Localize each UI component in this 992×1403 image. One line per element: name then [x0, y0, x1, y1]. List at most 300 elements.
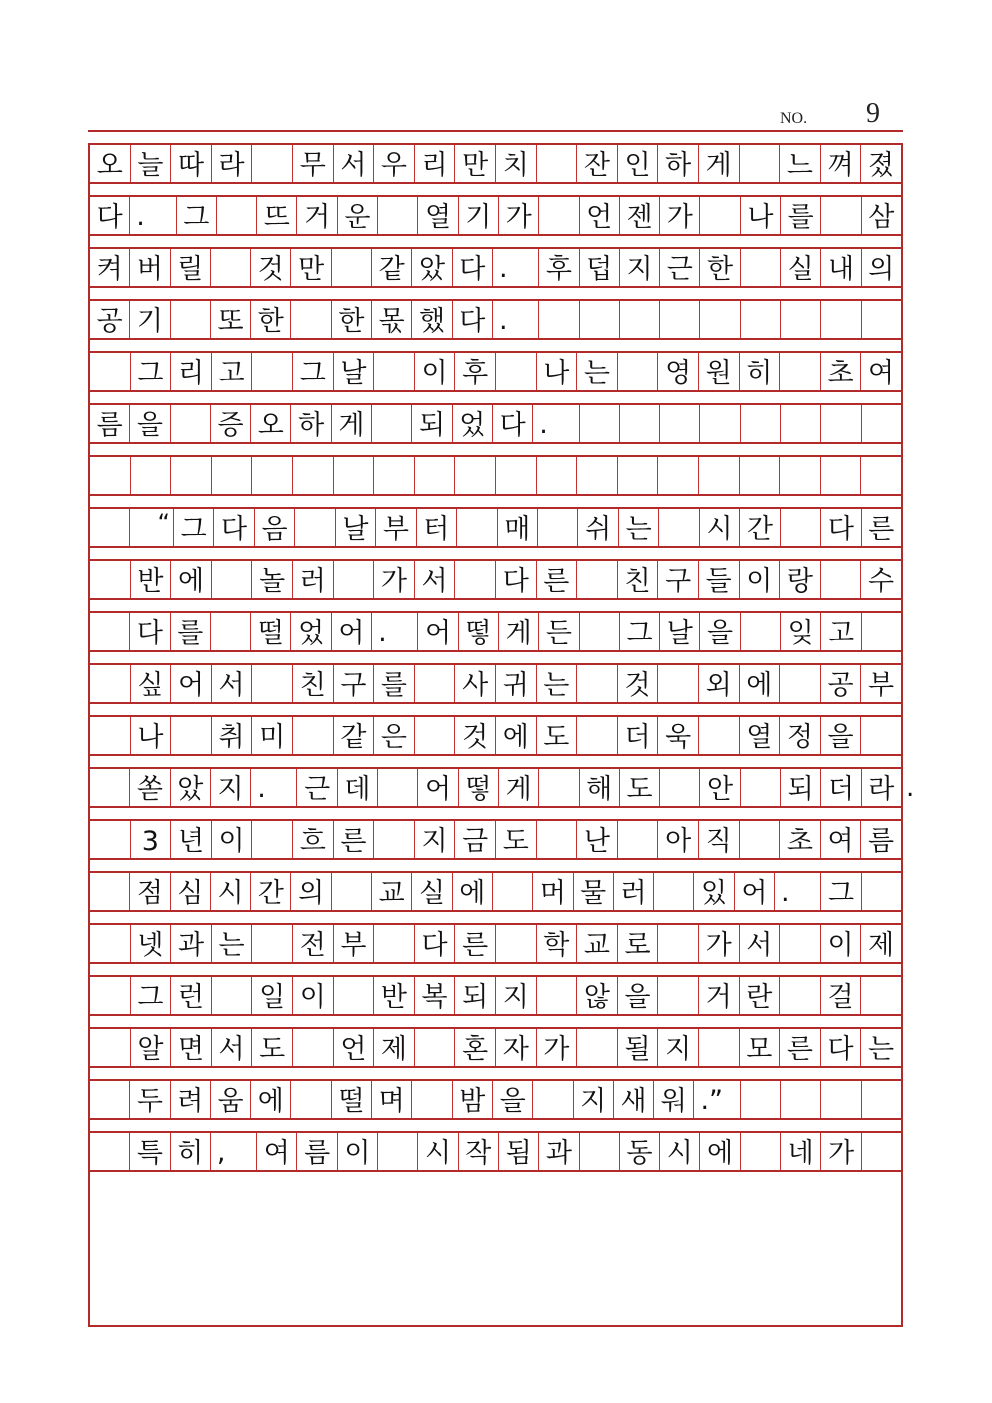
- manuscript-cell: 자: [495, 1029, 536, 1066]
- manuscript-cell: 운: [337, 197, 377, 234]
- manuscript-cell: [657, 977, 698, 1014]
- manuscript-cell: 았: [411, 249, 451, 286]
- manuscript-cell: 게: [331, 405, 371, 442]
- manuscript-cell: [170, 301, 210, 338]
- manuscript-cell: [820, 457, 861, 494]
- manuscript-cell: 언: [579, 197, 619, 234]
- manuscript-cell: 었: [452, 405, 492, 442]
- manuscript-cell: [657, 457, 698, 494]
- manuscript-cell: 지: [573, 1081, 613, 1118]
- manuscript-cell: 란: [739, 977, 780, 1014]
- manuscript-row: [88, 923, 903, 964]
- manuscript-row: [88, 1131, 903, 1172]
- manuscript-cell: 버: [129, 249, 169, 286]
- manuscript-row: [88, 403, 903, 444]
- manuscript-cell: “: [129, 509, 172, 546]
- manuscript-cell: 심: [170, 873, 210, 910]
- manuscript-cell: [779, 353, 820, 390]
- manuscript-cell: 여: [256, 1133, 296, 1170]
- manuscript-cell: 후: [454, 353, 495, 390]
- manuscript-cell: [860, 977, 903, 1014]
- manuscript-cell: 랑: [779, 561, 820, 598]
- manuscript-cell: 더: [820, 769, 860, 806]
- manuscript-cell: 는: [211, 925, 252, 962]
- manuscript-cell: 복: [414, 977, 455, 1014]
- manuscript-cell: [740, 249, 780, 286]
- manuscript-cell: 을: [820, 717, 861, 754]
- manuscript-cell: [740, 613, 780, 650]
- manuscript-cell: 그: [619, 613, 659, 650]
- manuscript-cell: 무: [292, 145, 333, 182]
- manuscript-cell: 오: [250, 405, 290, 442]
- manuscript-cell: 다: [820, 509, 860, 546]
- manuscript-cell: 간: [250, 873, 290, 910]
- manuscript-cell: 열: [739, 717, 780, 754]
- manuscript-cell: [659, 301, 699, 338]
- manuscript-cell: 공: [820, 665, 861, 702]
- manuscript-cell: 떨: [250, 613, 290, 650]
- manuscript-cell: [536, 145, 577, 182]
- manuscript-cell: 지: [414, 821, 455, 858]
- manuscript-cell: [617, 821, 658, 858]
- manuscript-cell: [130, 457, 171, 494]
- manuscript-cell: 구: [657, 561, 698, 598]
- manuscript-cell: 른: [779, 1029, 820, 1066]
- manuscript-cell: 른: [861, 509, 903, 546]
- manuscript-cell: 욱: [657, 717, 698, 754]
- manuscript-cell: 교: [371, 873, 411, 910]
- manuscript-cell: 3: [130, 821, 171, 858]
- manuscript-cell: [292, 1029, 333, 1066]
- manuscript-cell: 리: [170, 353, 211, 390]
- manuscript-cell: 물: [573, 873, 613, 910]
- manuscript-cell: [538, 769, 578, 806]
- manuscript-cell: [88, 873, 129, 910]
- manuscript-cell: 잔: [576, 145, 617, 182]
- manuscript-cell: 해: [579, 769, 619, 806]
- manuscript-cell: [492, 873, 532, 910]
- manuscript-cell: 껴: [820, 145, 861, 182]
- manuscript-cell: [456, 509, 496, 546]
- manuscript-cell: [576, 457, 617, 494]
- manuscript-cell: [333, 561, 374, 598]
- manuscript-cell: 며: [371, 1081, 411, 1118]
- manuscript-cell: [88, 925, 130, 962]
- manuscript-cell: 른: [333, 821, 374, 858]
- manuscript-cell: [861, 301, 903, 338]
- manuscript-cell: 느: [779, 145, 820, 182]
- manuscript-cell: 날: [333, 353, 374, 390]
- manuscript-cell: 시: [699, 509, 739, 546]
- manuscript-cell: 지: [210, 769, 250, 806]
- manuscript-cell: 에: [495, 717, 536, 754]
- manuscript-cell: 떻: [458, 613, 498, 650]
- manuscript-cell: 우: [373, 145, 414, 182]
- manuscript-cell: [373, 821, 414, 858]
- manuscript-cell: [377, 769, 417, 806]
- manuscript-cell: 직: [698, 821, 739, 858]
- manuscript-cell: 리: [414, 145, 455, 182]
- manuscript-cell: 이: [739, 561, 780, 598]
- manuscript-cell: 친: [292, 665, 333, 702]
- manuscript-cell: 의: [290, 873, 330, 910]
- manuscript-cell: 거: [296, 197, 336, 234]
- manuscript-cell: [373, 457, 414, 494]
- manuscript-cell: ,: [210, 1133, 256, 1170]
- manuscript-cell: [333, 457, 374, 494]
- manuscript-cell: 미: [251, 717, 292, 754]
- manuscript-cell: [88, 821, 130, 858]
- manuscript-cell: 일: [251, 977, 292, 1014]
- manuscript-cell: [211, 561, 252, 598]
- manuscript-cell: 서: [414, 561, 455, 598]
- manuscript-cell: 를: [780, 197, 820, 234]
- manuscript-cell: 은: [373, 717, 414, 754]
- manuscript-cell: 부: [375, 509, 415, 546]
- manuscript-cell: 점: [129, 873, 169, 910]
- manuscript-cell: [88, 1133, 129, 1170]
- manuscript-cell: [536, 821, 577, 858]
- manuscript-cell: [659, 405, 699, 442]
- manuscript-cell: [739, 821, 780, 858]
- manuscript-cell: [657, 665, 698, 702]
- manuscript-cell: 되: [780, 769, 820, 806]
- manuscript-cell: 도: [495, 821, 536, 858]
- manuscript-cell: [576, 665, 617, 702]
- manuscript-cell: 특: [129, 1133, 169, 1170]
- manuscript-cell: 친: [617, 561, 658, 598]
- manuscript-cell: 다: [213, 509, 253, 546]
- manuscript-cell: 그: [130, 353, 171, 390]
- manuscript-cell: [211, 457, 252, 494]
- manuscript-cell: 고: [820, 613, 860, 650]
- manuscript-cell: [579, 613, 619, 650]
- manuscript-cell: 같: [333, 717, 374, 754]
- manuscript-cell: [861, 405, 903, 442]
- manuscript-cell: 덥: [579, 249, 619, 286]
- manuscript-cell: [331, 873, 371, 910]
- manuscript-cell: 도: [251, 1029, 292, 1066]
- manuscript-cell: 가: [373, 561, 414, 598]
- manuscript-cell: .: [129, 197, 175, 234]
- manuscript-row: [88, 455, 903, 496]
- manuscript-cell: [860, 457, 903, 494]
- manuscript-cell: [251, 457, 292, 494]
- manuscript-cell: 들: [698, 561, 739, 598]
- manuscript-cell: 실: [411, 873, 451, 910]
- manuscript-row: [88, 507, 903, 548]
- manuscript-cell: 만: [454, 145, 495, 182]
- manuscript-cell: [88, 1029, 130, 1066]
- manuscript-cell: 떻: [458, 769, 498, 806]
- manuscript-cell: [88, 977, 130, 1014]
- manuscript-cell: 또: [210, 301, 250, 338]
- manuscript-cell: [699, 301, 739, 338]
- manuscript-cell: 외: [698, 665, 739, 702]
- manuscript-cell: 그: [820, 873, 860, 910]
- manuscript-cell: 젠: [619, 197, 659, 234]
- manuscript-cell: 될: [617, 1029, 658, 1066]
- manuscript-cell: 것: [250, 249, 290, 286]
- manuscript-cell: 열: [417, 197, 457, 234]
- page-number-label: NO.: [780, 110, 808, 127]
- manuscript-cell: 언: [333, 1029, 374, 1066]
- manuscript-cell: [740, 1081, 780, 1118]
- manuscript-cell: 후: [538, 249, 578, 286]
- manuscript-cell: 반: [130, 561, 171, 598]
- manuscript-cell: 이: [414, 353, 455, 390]
- manuscript-cell: [860, 717, 903, 754]
- manuscript-cell: 서: [211, 1029, 252, 1066]
- manuscript-cell: [88, 665, 130, 702]
- manuscript-cell: 시: [210, 873, 250, 910]
- manuscript-cell: [251, 353, 292, 390]
- manuscript-cell: 려: [170, 1081, 210, 1118]
- manuscript-cell: [536, 457, 577, 494]
- manuscript-cell: 그: [176, 197, 216, 234]
- manuscript-cell: [414, 665, 455, 702]
- manuscript-cell: [619, 301, 659, 338]
- manuscript-cell: 는: [576, 353, 617, 390]
- manuscript-cell: 어: [417, 769, 457, 806]
- manuscript-cell: 나: [740, 197, 780, 234]
- manuscript-cell: 을: [699, 613, 739, 650]
- manuscript-cell: 금: [454, 821, 495, 858]
- manuscript-cell: 것: [617, 665, 658, 702]
- manuscript-cell: 서: [211, 665, 252, 702]
- manuscript-cell: 거: [698, 977, 739, 1014]
- manuscript-cell: 그: [130, 977, 171, 1014]
- manuscript-cell: [88, 613, 129, 650]
- manuscript-cell: 머: [532, 873, 572, 910]
- manuscript-cell: [699, 197, 739, 234]
- manuscript-cell: [780, 1081, 820, 1118]
- manuscript-cell: 제: [373, 1029, 414, 1066]
- manuscript-cell: 는: [618, 509, 658, 546]
- manuscript-cell: 러: [292, 561, 333, 598]
- manuscript-cell: 가: [659, 197, 699, 234]
- manuscript-row: [88, 663, 903, 704]
- manuscript-cell: [619, 405, 659, 442]
- manuscript-row: [88, 351, 903, 392]
- manuscript-cell: 날: [335, 509, 375, 546]
- manuscript-cell: 동: [619, 1133, 659, 1170]
- manuscript-cell: [617, 457, 658, 494]
- manuscript-cell: 에: [170, 561, 211, 598]
- manuscript-cell: 다: [452, 249, 492, 286]
- manuscript-cell: [371, 405, 411, 442]
- manuscript-cell: .: [492, 249, 538, 286]
- manuscript-row: [88, 143, 903, 184]
- manuscript-cell: 하: [290, 405, 330, 442]
- manuscript-cell: 었: [290, 613, 330, 650]
- manuscript-cell: 뜨: [256, 197, 296, 234]
- manuscript-cell: 않: [576, 977, 617, 1014]
- manuscript-cell: 데: [337, 769, 377, 806]
- manuscript-cell: 매: [497, 509, 537, 546]
- manuscript-cell: 수: [860, 561, 903, 598]
- manuscript-cell: 기: [458, 197, 498, 234]
- manuscript-cell: [579, 301, 619, 338]
- manuscript-cell: [740, 405, 780, 442]
- overflow-punctuation: .: [906, 773, 915, 803]
- manuscript-cell: .: [371, 613, 417, 650]
- manuscript-cell: [740, 769, 780, 806]
- manuscript-cell: [820, 301, 860, 338]
- manuscript-cell: 안: [699, 769, 739, 806]
- manuscript-cell: [211, 977, 252, 1014]
- manuscript-cell: 교: [576, 925, 617, 962]
- manuscript-cell: 시: [417, 1133, 457, 1170]
- manuscript-cell: 쏟: [129, 769, 169, 806]
- manuscript-cell: 다: [88, 197, 129, 234]
- manuscript-cell: 게: [698, 145, 739, 182]
- manuscript-cell: 른: [536, 561, 577, 598]
- manuscript-cell: 런: [170, 977, 211, 1014]
- manuscript-cell: 지: [657, 1029, 698, 1066]
- manuscript-cell: [820, 197, 860, 234]
- manuscript-cell: [170, 405, 210, 442]
- manuscript-cell: 오: [88, 145, 130, 182]
- manuscript-cell: 학: [536, 925, 577, 962]
- manuscript-cell: 작: [458, 1133, 498, 1170]
- manuscript-cell: [861, 613, 903, 650]
- manuscript-cell: [739, 145, 780, 182]
- manuscript-cell: 근: [296, 769, 336, 806]
- manuscript-cell: [251, 925, 292, 962]
- manuscript-cell: [861, 873, 903, 910]
- manuscript-cell: 네: [780, 1133, 820, 1170]
- manuscript-cell: 초: [779, 821, 820, 858]
- manuscript-cell: [414, 1029, 455, 1066]
- manuscript-cell: [780, 509, 820, 546]
- manuscript-cell: 영: [657, 353, 698, 390]
- manuscript-cell: 년: [170, 821, 211, 858]
- manuscript-cell: 어: [170, 665, 211, 702]
- manuscript-cell: 도: [536, 717, 577, 754]
- manuscript-cell: 히: [170, 1133, 210, 1170]
- manuscript-cell: 삼: [861, 197, 903, 234]
- manuscript-cell: 는: [860, 1029, 903, 1066]
- manuscript-cell: 모: [739, 1029, 780, 1066]
- manuscript-cell: 기: [129, 301, 169, 338]
- manuscript-cell: 원: [698, 353, 739, 390]
- manuscript-cell: 게: [498, 613, 538, 650]
- manuscript-cell: 새: [613, 1081, 653, 1118]
- manuscript-cell: [88, 769, 129, 806]
- manuscript-cell: 쉬: [577, 509, 617, 546]
- manuscript-cell: [739, 457, 780, 494]
- manuscript-cell: [740, 1133, 780, 1170]
- manuscript-cell: [414, 457, 455, 494]
- manuscript-row: [88, 819, 903, 860]
- manuscript-cell: [659, 769, 699, 806]
- page-number-header: [760, 98, 900, 128]
- manuscript-cell: [698, 717, 739, 754]
- manuscript-cell: 이: [337, 1133, 377, 1170]
- manuscript-cell: .: [250, 769, 296, 806]
- manuscript-cell: 워: [653, 1081, 693, 1118]
- manuscript-cell: 가: [698, 925, 739, 962]
- manuscript-cell: 다: [129, 613, 169, 650]
- manuscript-cell: [579, 405, 619, 442]
- manuscript-cell: [658, 509, 698, 546]
- manuscript-cell: 흐: [292, 821, 333, 858]
- manuscript-cell: [331, 249, 371, 286]
- manuscript-cell: 아: [657, 821, 698, 858]
- manuscript-cell: 있: [693, 873, 733, 910]
- manuscript-cell: [779, 457, 820, 494]
- manuscript-cell: 한: [331, 301, 371, 338]
- manuscript-cell: [495, 457, 536, 494]
- manuscript-cell: .”: [693, 1081, 739, 1118]
- manuscript-cell: [88, 561, 130, 598]
- manuscript-cell: 에: [699, 1133, 739, 1170]
- manuscript-cell: 되: [454, 977, 495, 1014]
- manuscript-row: [88, 299, 903, 340]
- manuscript-cell: 근: [659, 249, 699, 286]
- manuscript-cell: 가: [820, 1133, 860, 1170]
- manuscript-cell: 다: [820, 1029, 861, 1066]
- manuscript-cell: [820, 1081, 860, 1118]
- manuscript-cell: [495, 925, 536, 962]
- manuscript-cell: 전: [292, 925, 333, 962]
- manuscript-cell: 따: [170, 145, 211, 182]
- manuscript-cell: [88, 509, 129, 546]
- manuscript-cell: 지: [495, 977, 536, 1014]
- manuscript-cell: 나: [536, 353, 577, 390]
- manuscript-cell: 고: [211, 353, 252, 390]
- manuscript-cell: [373, 353, 414, 390]
- manuscript-cell: 늘: [130, 145, 171, 182]
- page-number-value: 9: [866, 98, 880, 129]
- manuscript-cell: 같: [371, 249, 411, 286]
- manuscript-cell: 터: [416, 509, 456, 546]
- manuscript-cell: 과: [170, 925, 211, 962]
- manuscript-cell: 됨: [498, 1133, 538, 1170]
- manuscript-cell: [294, 509, 334, 546]
- manuscript-cell: 에: [739, 665, 780, 702]
- manuscript-cell: [538, 301, 578, 338]
- manuscript-cell: [698, 457, 739, 494]
- manuscript-cell: 의: [861, 249, 903, 286]
- manuscript-cell: 이: [211, 821, 252, 858]
- manuscript-cell: [495, 353, 536, 390]
- manuscript-cell: 내: [820, 249, 860, 286]
- manuscript-cell: .: [532, 405, 578, 442]
- manuscript-cell: [740, 301, 780, 338]
- manuscript-cell: 졌: [860, 145, 903, 182]
- manuscript-cell: 난: [576, 821, 617, 858]
- manuscript-cell: 알: [130, 1029, 171, 1066]
- manuscript-cell: 걸: [820, 977, 861, 1014]
- manuscript-cell: 하: [657, 145, 698, 182]
- manuscript-row: [88, 195, 903, 236]
- manuscript-cell: 름: [296, 1133, 336, 1170]
- manuscript-cell: 로: [617, 925, 658, 962]
- manuscript-cell: [537, 509, 577, 546]
- manuscript-cell: 가: [536, 1029, 577, 1066]
- manuscript-cell: 어: [734, 873, 774, 910]
- manuscript-cell: 이: [292, 977, 333, 1014]
- manuscript-cell: 몫: [371, 301, 411, 338]
- manuscript-cell: 름: [860, 821, 903, 858]
- manuscript-cell: 여: [820, 821, 861, 858]
- manuscript-cell: 러: [613, 873, 653, 910]
- manuscript-cell: [779, 977, 820, 1014]
- manuscript-row: [88, 871, 903, 912]
- manuscript-cell: 에: [452, 873, 492, 910]
